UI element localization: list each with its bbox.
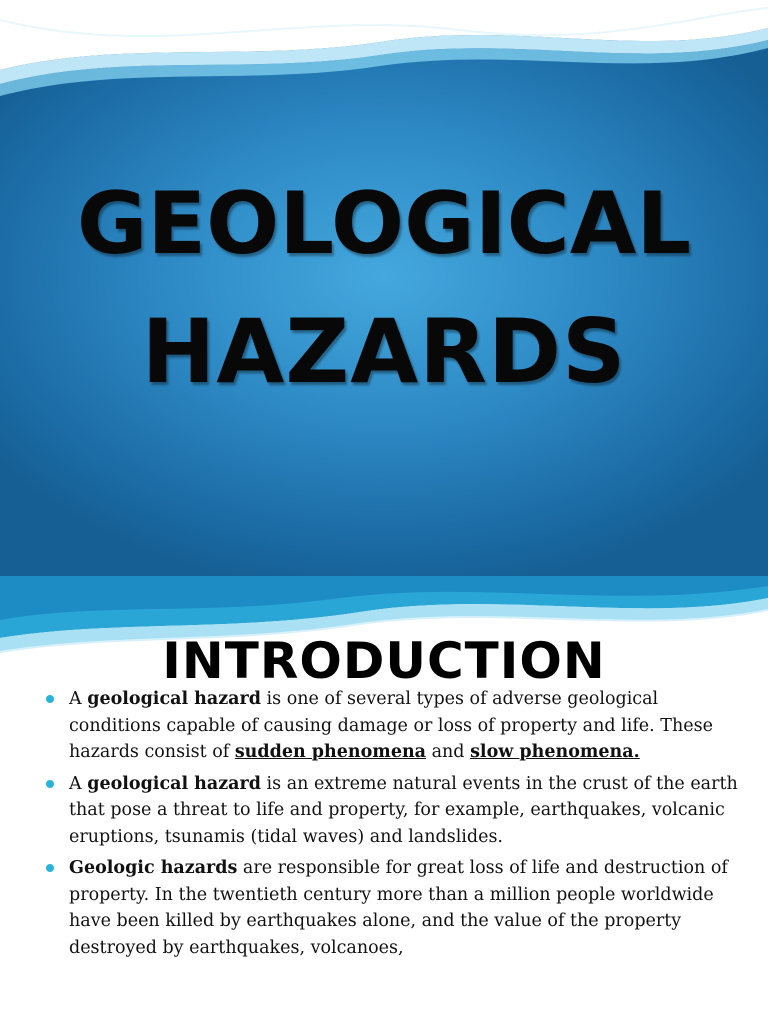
term-sudden-phenomena: sudden phenomena <box>234 742 427 762</box>
list-item: A geological hazard is one of several types of adverse geological conditions capable of causing damage or loss of property and life. These hazards consist of sudden phenomena and slow phenomena. <box>0 686 768 766</box>
list-item: A geological hazard is an extreme natural events in the crust of the earth that pose a threat to life and property, for example, earthquakes, volcanic eruptions, tsunamis (tidal waves) and landslides. <box>0 771 768 851</box>
title-line-2: HAZARDS <box>141 300 627 403</box>
title-text <box>0 160 768 416</box>
list-item: Geologic hazards are responsible for great loss of life and destruction of property. In the twentieth century more than a million people worldwide have been killed by earthquakes alone, and the value of the property destroyed by earthquakes, volcanoes, <box>0 855 768 961</box>
term-geological-hazard: geological hazard <box>87 773 261 794</box>
term-geological-hazard: geological hazard <box>87 689 261 709</box>
top-wave-decoration <box>0 0 768 110</box>
term-geologic-hazards: Geologic hazards <box>69 858 238 878</box>
bullet-list <box>0 686 768 966</box>
bullet-icon <box>46 695 54 703</box>
bullet-icon <box>46 780 54 788</box>
intro-heading: INTRODUCTION <box>162 632 606 690</box>
term-slow-phenomena: slow phenomena. <box>470 742 640 762</box>
introduction-slide <box>0 576 768 1024</box>
title-line-1: GEOLOGICAL <box>76 174 692 274</box>
bullet-icon <box>46 864 54 872</box>
